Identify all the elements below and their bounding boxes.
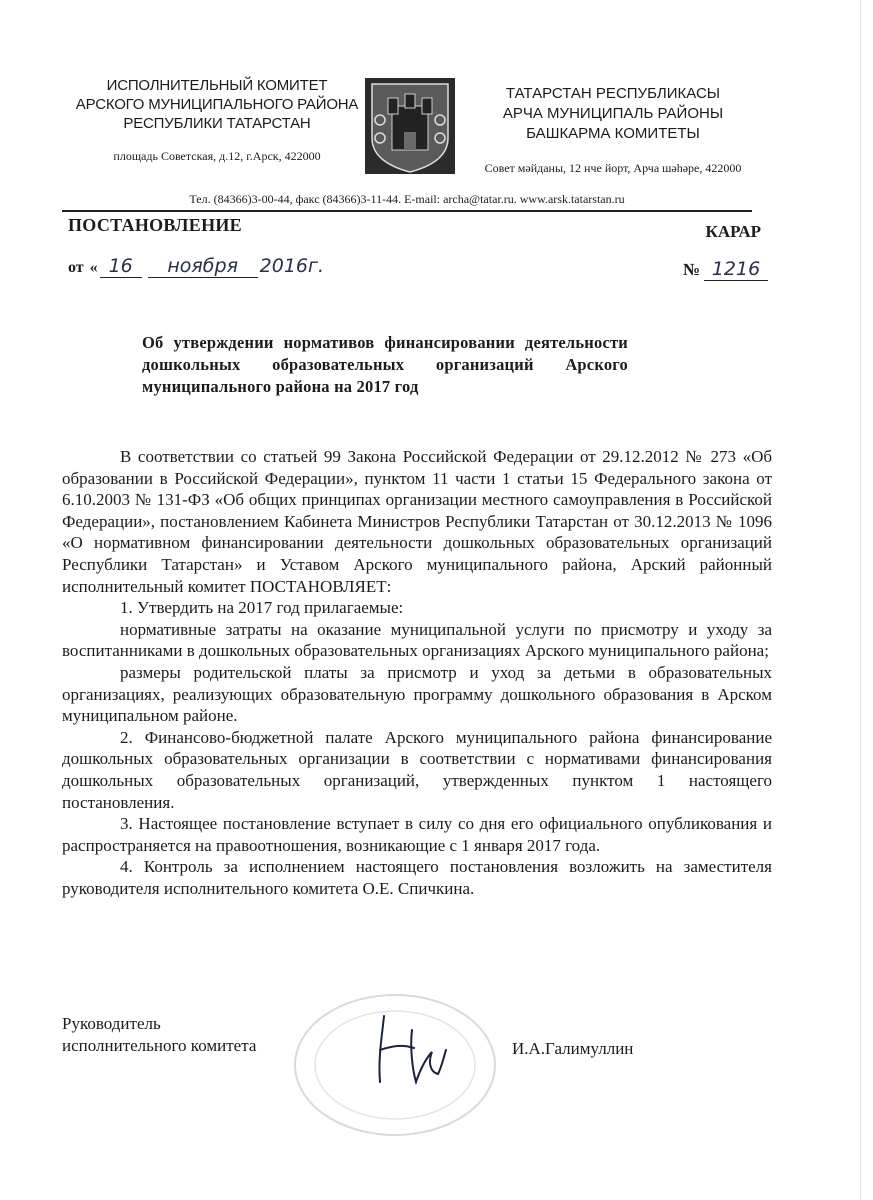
- contacts-line: Тел. (84366)3-00-44, факс (84366)3-11-44. E-mail: archa@tatar.ru. www.arsk.tatarstan.ru: [189, 192, 625, 206]
- header-right-line-1: ТАТАРСТАН РЕСПУБЛИКАСЫ: [505, 85, 721, 102]
- date-quote: «: [89, 259, 98, 276]
- number-row: [683, 258, 768, 281]
- paragraph-item-4: 4. Контроль за исполнением настоящего постановления возложить на заместителя руководителя исполнительного комитета О.Е. Спичкина.: [62, 857, 772, 898]
- doc-number: 1216: [704, 258, 768, 281]
- header-left-line-1: ИСПОЛНИТЕЛЬНЫЙ КОМИТЕТ: [106, 77, 328, 94]
- date-day: 16: [100, 255, 142, 278]
- document-body: [62, 446, 772, 899]
- signer-name: И.А.Галимуллин: [512, 1039, 634, 1058]
- header-right-block: [468, 84, 758, 178]
- document-title: Об утверждении нормативов финансировании деятельности дошкольных образовательных организаций Арского муниципального района на 2017 год: [142, 333, 628, 396]
- paragraph-item-3: 3. Настоящее постановление вступает в силу со дня его официального опубликования и распространяется на правоотношения, возникающие с 1 января 2017 года.: [62, 814, 772, 855]
- coat-of-arms-icon: [362, 76, 458, 178]
- paragraph-item-1a: нормативные затраты на оказание муниципальной услуги по присмотру и уходу за воспитанниками в дошкольных образовательных организациях Арского муниципального района;: [62, 619, 772, 661]
- signature-position: [62, 1013, 256, 1057]
- number-prefix: №: [682, 260, 700, 279]
- header-left-line-3: РЕСПУБЛИКИ ТАТАРСТАН: [123, 115, 311, 132]
- signature-position-line-1: Руководитель: [62, 1014, 161, 1033]
- doc-type-tt: КАРАР: [705, 222, 761, 241]
- header-left-line-2: АРСКОГО МУНИЦИПАЛЬНОГО РАЙОНА: [75, 96, 359, 113]
- handwritten-signature-icon: [362, 1010, 452, 1090]
- date-year: 2016г.: [259, 255, 325, 277]
- header-left-block: [62, 76, 372, 166]
- paragraph-item-1: 1. Утвердить на 2017 год прилагаемые:: [120, 598, 404, 618]
- header-divider: [62, 210, 752, 212]
- header-right-line-3: БАШКАРМА КОМИТЕТЫ: [526, 125, 700, 142]
- date-prefix: от: [68, 259, 84, 276]
- paragraph-item-1b: размеры родительской платы за присмотр и уход за детьми в образовательных организациях, реализующих образовательную программу дошкольного образования в Арском муниципальном районе.: [62, 662, 772, 726]
- header-right-line-2: АРЧА МУНИЦИПАЛЬ РАЙОНЫ: [502, 105, 724, 122]
- scan-edge: [860, 0, 861, 1200]
- paragraph-item-2: 2. Финансово-бюджетной палате Арского муниципального района финансирование дошкольных образовательных организации в соответствии с нормативами финансирования дошкольных образовательных организаций, утвержденных пунктом 1 настоящего постановления.: [62, 727, 772, 812]
- date-row: [68, 255, 324, 278]
- date-month: ноября: [148, 255, 258, 278]
- signature-position-line-2: исполнительного комитета: [62, 1036, 257, 1055]
- header-left-address: площадь Советская, д.12, г.Арск, 422000: [113, 149, 321, 163]
- header-right-address: Совет мәйданы, 12 нче йорт, Арча шәһәре, 422000: [484, 161, 742, 175]
- doc-type-ru: ПОСТАНОВЛЕНИЕ: [68, 215, 242, 235]
- paragraph-intro: В соответствии со статьей 99 Закона Российской Федерации от 29.12.2012 № 273 «Об образовании в Российской Федерации», пунктом 11 части 1 статьи 15 Федерального закона от 6.10.2003 № 131-ФЗ «Об общих принципах организации местного самоуправления в Российской Федерации», постановлением Кабинета Министров Республики Татарстан от 30.12.2013 № 1096 «О нормативном финансировании деятельности дошкольных образовательных организаций Республики Татарстан» и Уставом Арского муниципального района, Арский районный исполнительный комитет ПОСТАНОВЛЯЕТ:: [62, 447, 772, 596]
